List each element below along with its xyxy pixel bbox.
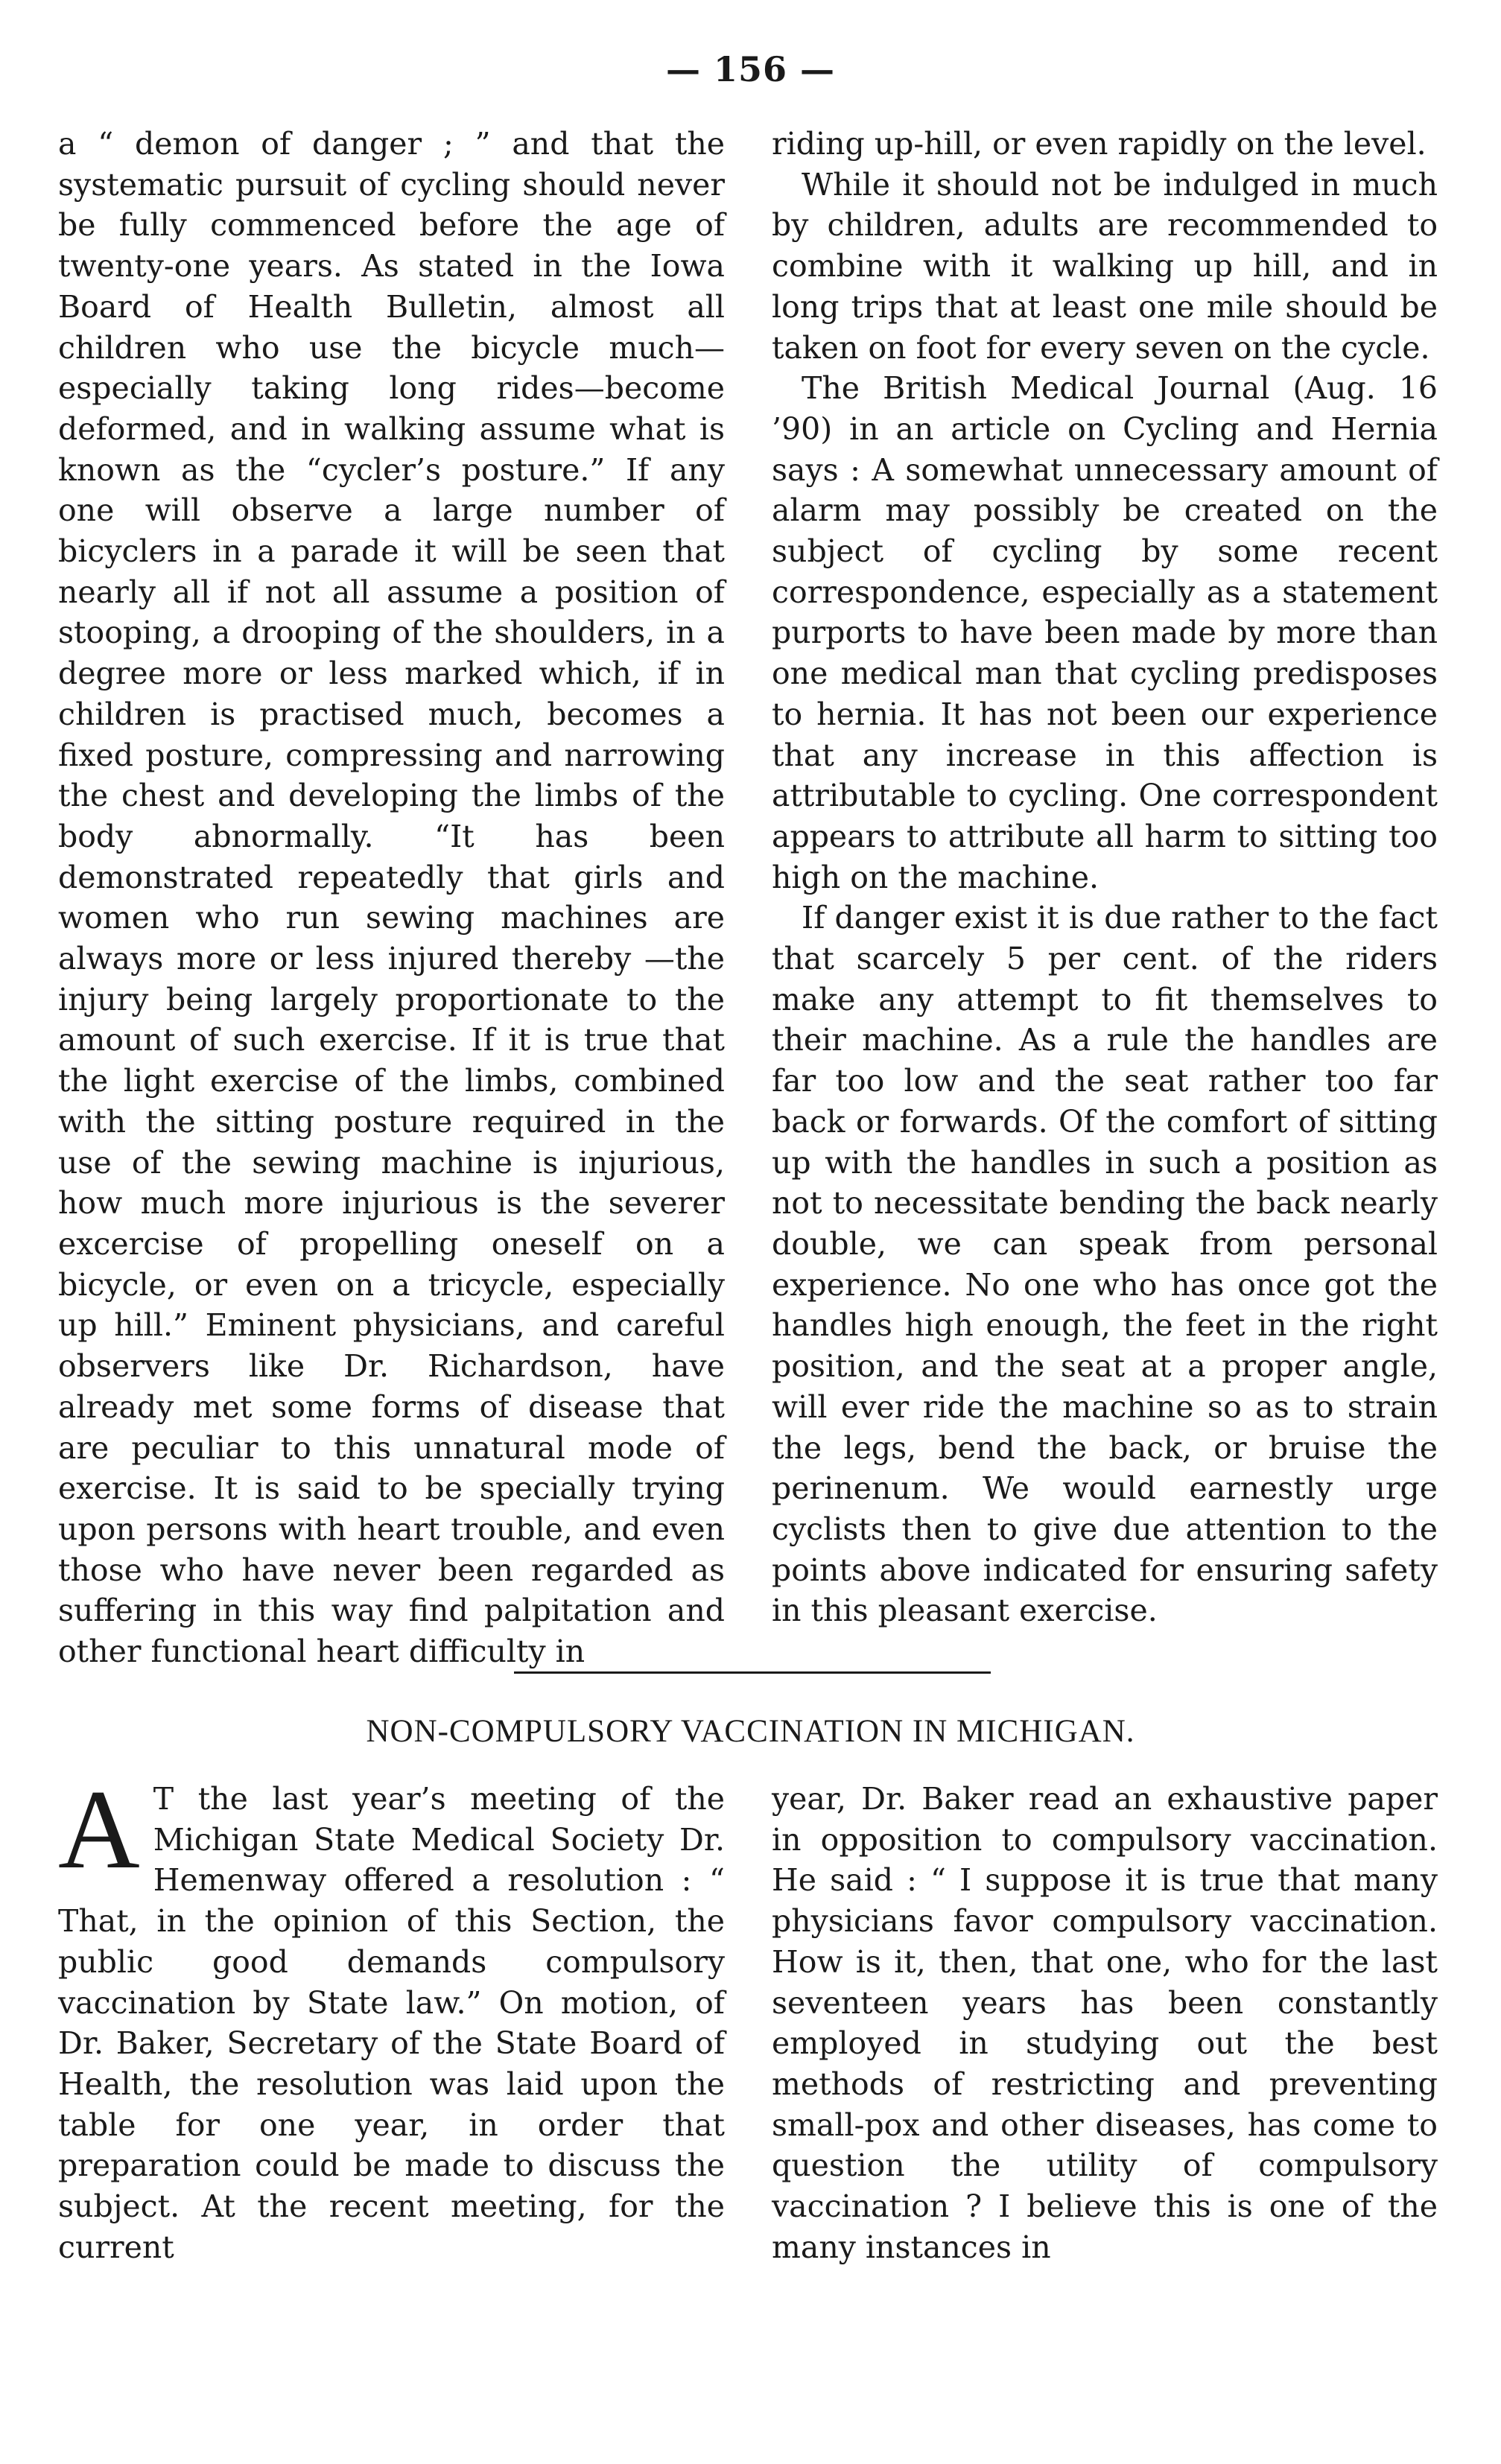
article-title: NON-COMPULSORY VACCINATION IN MICHIGAN. (366, 1714, 1135, 1749)
drop-cap: A (58, 1767, 140, 1892)
article-text-left: T the last year’s meeting of the Michigan State Medical Society Dr. Hemenway offered a resolution : “ That, in the opinion of this Section, the public good demands compulsory vaccination by State law.” On motion, of Dr. Baker, Secretary of the State Board of Health, the resolution was laid upon the table for one year, in order that preparation could be made to discuss the subject. At the recent meeting, for the current (58, 1781, 725, 2265)
column-right-top (772, 124, 1438, 1631)
article-column-left (58, 1767, 725, 2267)
section-divider (514, 1671, 991, 1674)
page-number: — 156 — (665, 49, 836, 89)
paragraph: riding up-hill, or even rapidly on the level. (772, 126, 1427, 162)
paragraph: The British Medical Journal (Aug. 16 ’90) in an article on Cycling and Hernia says : A somewhat unnecessary amount of alarm may possibly be created on the subject of cycling by some recent correspondence, especially as a statement purports to have been made by more than one medical man that cycling predisposes to hernia. It has not been our experience that any increase in this affection is attributable to cycling. One correspondent appears to attribute all harm to sitting too high on the machine. (772, 370, 1438, 895)
paragraph: If danger exist it is due rather to the fact that scarcely 5 per cent. of the riders make any attempt to fit themselves to their machine. As a rule the handles are far too low and the seat rather too far back or forwards. Of the comfort of sitting up with the handles in such a position as not to necessitate bending the back nearly double, we can speak from personal experience. No one who has once got the handles high enough, the feet in the right position, and the seat at a proper angle, will ever ride the machine so as to strain the legs, bend the back, or bruise the perinenum. We would earnestly urge cyclists then to give due attention to the points above indicated for ensuring safety in this pleasant exercise. (772, 900, 1438, 1629)
article-column-right (772, 1779, 1438, 2267)
article-text-right: year, Dr. Baker read an exhaustive paper in opposition to compulsory vaccination. He said : “ I suppose it is true that many physicians favor compulsory vaccination. How is it, then, that one, who for the last seventeen years has been constantly employed in studying out the best methods of restricting and preventing small-pox and other diseases, has come to question the utility of compulsory vaccination ? I believe this is one of the many instances in (772, 1781, 1438, 2265)
paragraph: a “ demon of danger ; ” and that the systematic pursuit of cycling should never be fully commenced before the age of twenty-one years. As stated in the Iowa Board of Health Bulletin, almost all children who use the bicycle much—especially taking long rides—become deformed, and in walking assume what is known as the “cycler’s posture.” If any one will observe a large number of bicyclers in a parade it will be seen that nearly all if not all assume a position of stooping, a drooping of the shoulders, in a degree more or less marked which, if in children is practised much, becomes a fixed posture, compressing and narrowing the chest and developing the limbs of the body abnormally. “It has been demonstrated repeatedly that girls and women who run sewing machines are always more or less injured thereby —the injury being largely proportionate to the amount of such exercise. If it is true that the light exercise of the limbs, combined with the sitting posture required in the use of the sewing machine is injurious, how much more injurious is the severer excercise of propelling oneself on a bicycle, or even on a tricycle, especially up hill.” Eminent physicians, and careful observers like Dr. Richardson, have already met some forms of disease that are peculiar to this unnatural mode of exercise. It is said to be specially trying upon persons with heart trouble, and even those who have never been regarded as suffering in this way find palpitation and other functional heart difficulty in (58, 126, 725, 1670)
column-left-top (58, 124, 725, 1672)
paragraph: While it should not be indulged in much by children, adults are recommended to combine with it walking up hill, and in long trips that at least one mile should be taken on foot for every seven on the cycle. (772, 166, 1438, 366)
